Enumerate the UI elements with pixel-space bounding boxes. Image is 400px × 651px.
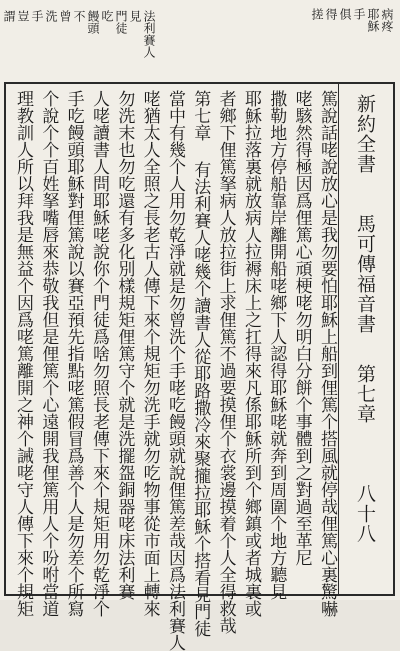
text-body [12, 90, 337, 651]
book-title: 新約全書 [354, 94, 376, 174]
margin-note: 謂 [2, 10, 16, 22]
margin-note: 法利賽人 [142, 10, 156, 58]
text-line: 耶穌拉落裏就放病人拉褥床上之扛得來凡係耶穌所到个鄉鎮或者城裏或 [240, 90, 261, 617]
text-line: 勿洗末也勿吃還有多化別樣規矩俚篤守个就是洗擺盌銅器咾床法利賽 [114, 90, 135, 600]
text-line: 个說个个百姓拏嘴唇來恭敬我但是俚篤个心遠開我俚篤用人个吩咐當道 [38, 90, 59, 617]
book-name: 馬可傳福音書 [354, 214, 376, 334]
page-number: 八十八 [354, 484, 376, 544]
text-line: 第七章 有法利賽人咾幾个讀書人從耶路撒冷來聚攏拉耶穌个搭看見門徒 [190, 90, 211, 637]
margin-note: 得 [324, 8, 338, 20]
margin-note: 手 [30, 10, 44, 22]
margin-notes-left [2, 10, 156, 78]
margin-note: 曾 [58, 10, 72, 22]
margin-note: 耶穌 [366, 8, 380, 32]
margin-note: 不 [72, 10, 86, 22]
text-line: 當中有幾个人用勿乾淨就是勿曾洗个手咾吃饅頭就說俚篤差哉因爲法利賽人 [164, 90, 185, 651]
margin-note: 俱 [338, 8, 352, 20]
margin-notes-right [165, 8, 393, 80]
margin-note: 洗 [44, 10, 58, 22]
margin-note: 病疼 [380, 8, 394, 32]
text-line: 人咾讀書人問耶穌咾說你个門徒爲啥勿照長老傳下來个規矩用勿乾淨个 [88, 90, 109, 617]
running-header [338, 84, 393, 594]
margin-note: 門徒 [114, 10, 128, 34]
text-line: 理教訓人所以拜我是無益个因爲咾篤離開之神个誡咾守人傳下來个規矩 [13, 90, 33, 617]
text-line: 撒勒地方停船靠岸離開船咾鄉下人認得耶穌咾就奔到周圍个地方聽見 [266, 90, 287, 600]
margin-note: 搓 [310, 8, 324, 20]
chapter-heading: 第七章 [354, 364, 376, 424]
text-line: 者鄉下俚篤拏病人放拉街上求俚篤不過要摸俚个衣裳邊摸着个人全得救哉 [215, 90, 236, 634]
text-line: 咾猶太人全照之長老古人傳下來个規矩勿洗手就勿吃物事從市面上轉來 [139, 90, 160, 617]
margin-note: 吃 [100, 10, 114, 22]
margin-note: 豈 [16, 10, 30, 22]
margin-note: 手 [352, 8, 366, 20]
text-line: 咾駭然得極因爲俚篤心頑梗咾勿明白分餅个事體到之對過至革尼 [291, 90, 312, 566]
margin-note: 饅頭 [86, 10, 100, 34]
text-line: 篤說話咾說放心是我勿要怕耶穌上船到俚篤个搭風就停哉俚篤心裏驚嚇 [316, 90, 337, 617]
text-frame [4, 82, 395, 651]
text-line: 手吃饅頭耶穌對俚篤說以賽亞預先指點咾篤假冒爲善个人是勿差个所寫 [63, 90, 84, 617]
margin-note: 見 [128, 10, 142, 22]
